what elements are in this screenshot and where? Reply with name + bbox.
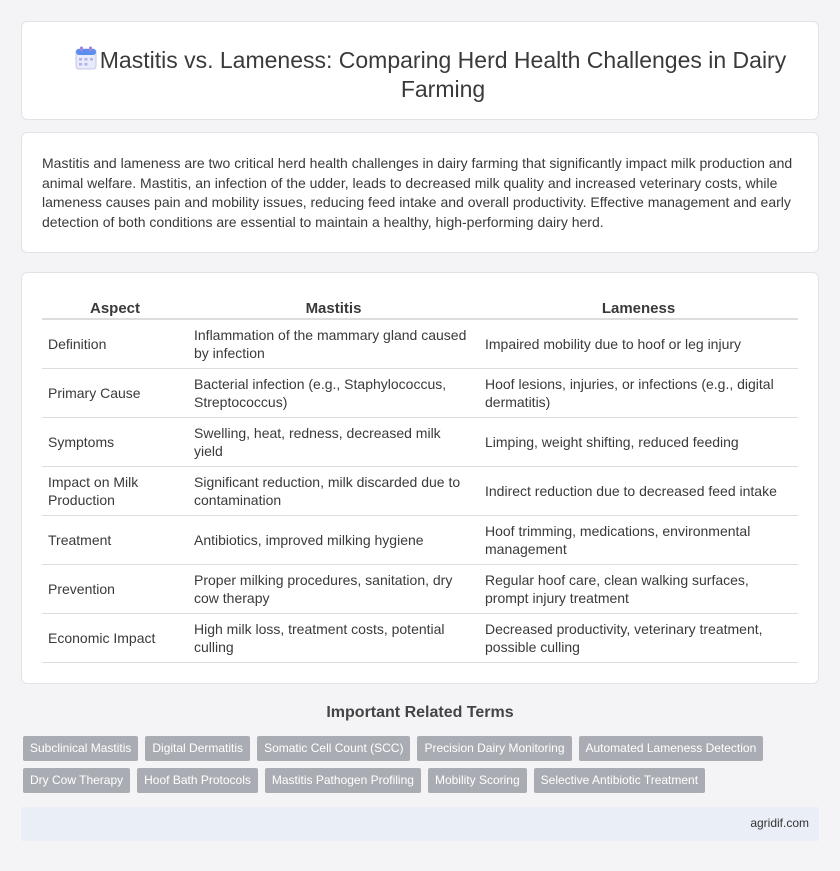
tag-somatic-cell-count[interactable]: Somatic Cell Count (SCC): [257, 736, 410, 761]
table-cell: Symptoms: [42, 417, 188, 466]
table-row: [42, 368, 798, 417]
header-mastitis: Mastitis: [188, 295, 479, 319]
table-cell: Limping, weight shifting, reduced feeding: [479, 417, 798, 466]
table-header-row: [42, 295, 798, 319]
related-terms-list: [23, 736, 823, 800]
page-title: Mastitis vs. Lameness: Comparing Herd Health Challenges in Dairy Farming: [99, 47, 787, 102]
tag-selective-antibiotic-treatment[interactable]: Selective Antibiotic Treatment: [534, 768, 705, 793]
table-row: [42, 613, 798, 662]
tag-hoof-bath-protocols[interactable]: Hoof Bath Protocols: [137, 768, 258, 793]
comparison-table-card: [21, 272, 819, 684]
intro-paragraph: Mastitis and lameness are two critical herd health challenges in dairy farming that significantly impact milk production and animal welfare. Mastitis, an infection of the udder, leads to decreased milk quality and increased veterinary costs, while lameness causes pain and mobility issues, reducing feed intake and overall productivity. Effective management and early detection of both conditions are essential to maintain a healthy, high-performing dairy herd.: [42, 155, 793, 230]
table-cell: Decreased productivity, veterinary treatment, possible culling: [479, 613, 798, 662]
table-cell: Antibiotics, improved milking hygiene: [188, 515, 479, 564]
table-row: [42, 515, 798, 564]
table-cell: Swelling, heat, redness, decreased milk yield: [188, 417, 479, 466]
intro-card: [21, 132, 819, 253]
footer-site-link[interactable]: agridif.com: [750, 816, 809, 830]
table-cell: High milk loss, treatment costs, potential culling: [188, 613, 479, 662]
table-row: [42, 564, 798, 613]
table-cell: Impaired mobility due to hoof or leg injury: [479, 319, 798, 368]
table-cell: Definition: [42, 319, 188, 368]
table-cell: Bacterial infection (e.g., Staphylococcus, Streptococcus): [188, 368, 479, 417]
table-cell: Treatment: [42, 515, 188, 564]
title-card: [21, 21, 819, 120]
tag-row: [23, 768, 823, 793]
table-cell: Prevention: [42, 564, 188, 613]
header-lameness: Lameness: [479, 295, 798, 319]
table-row: [42, 417, 798, 466]
tag-mastitis-pathogen-profiling[interactable]: Mastitis Pathogen Profiling: [265, 768, 421, 793]
table-cell: Primary Cause: [42, 368, 188, 417]
table-row: [42, 466, 798, 515]
tag-row: [23, 736, 823, 761]
table-cell: Regular hoof care, clean walking surfaces, prompt injury treatment: [479, 564, 798, 613]
related-terms-title: Important Related Terms: [326, 704, 514, 721]
table-cell: Impact on Milk Production: [42, 466, 188, 515]
header-aspect: Aspect: [42, 295, 188, 319]
table-cell: Indirect reduction due to decreased feed intake: [479, 466, 798, 515]
tag-precision-dairy-monitoring[interactable]: Precision Dairy Monitoring: [417, 736, 571, 761]
tag-automated-lameness-detection[interactable]: Automated Lameness Detection: [579, 736, 764, 761]
table-cell: Significant reduction, milk discarded due to contamination: [188, 466, 479, 515]
tag-dry-cow-therapy[interactable]: Dry Cow Therapy: [23, 768, 130, 793]
tag-mobility-scoring[interactable]: Mobility Scoring: [428, 768, 527, 793]
table-row: [42, 319, 798, 368]
tag-digital-dermatitis[interactable]: Digital Dermatitis: [145, 736, 250, 761]
table-cell: Proper milking procedures, sanitation, dry cow therapy: [188, 564, 479, 613]
table-cell: Hoof trimming, medications, environmental management: [479, 515, 798, 564]
comparison-table: [42, 295, 798, 663]
table-cell: Economic Impact: [42, 613, 188, 662]
table-cell: Inflammation of the mammary gland caused by infection: [188, 319, 479, 368]
tag-subclinical-mastitis[interactable]: Subclinical Mastitis: [23, 736, 138, 761]
footer: [21, 807, 819, 841]
table-cell: Hoof lesions, injuries, or infections (e.g., digital dermatitis): [479, 368, 798, 417]
